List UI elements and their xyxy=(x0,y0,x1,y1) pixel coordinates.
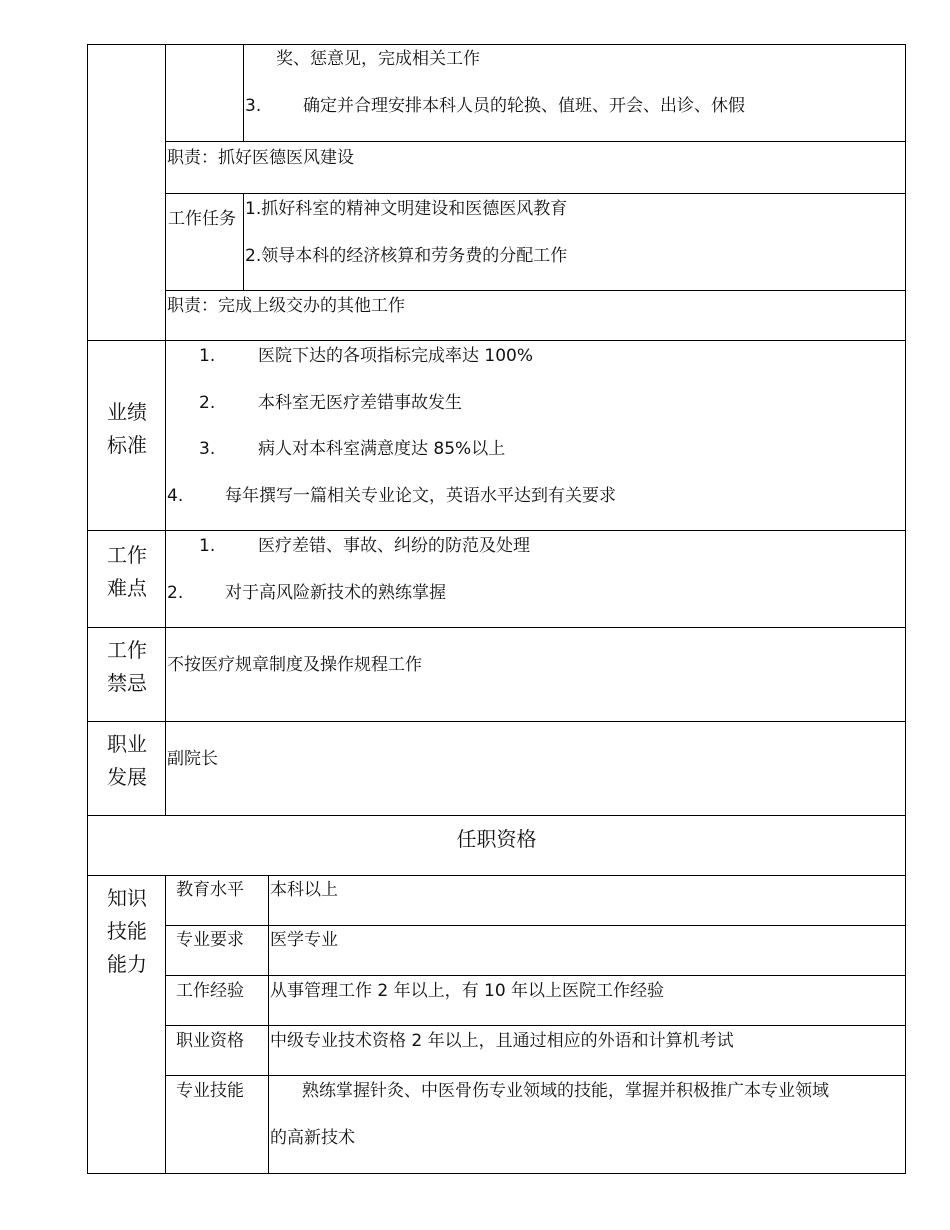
qualification-label: 知识技能能力 xyxy=(107,886,147,976)
performance-item-number: 4. xyxy=(167,486,184,506)
duty-item-text: 确定并合理安排本科人员的轮换、值班、开会、出诊、休假 xyxy=(303,96,745,116)
difficulty-label: 工作难点 xyxy=(107,543,147,600)
qualification-row-label: 教育水平 xyxy=(176,880,244,900)
taboo-text: 不按医疗规章制度及操作规程工作 xyxy=(167,655,422,675)
career-text: 副院长 xyxy=(167,749,218,769)
taboo-label: 工作禁忌 xyxy=(107,638,147,695)
qualification-row-value: 从事管理工作 2 年以上，有 10 年以上医院工作经验 xyxy=(270,981,665,1001)
task-item: 1.抓好科室的精神文明建设和医德医风教育 xyxy=(245,199,568,219)
qualification-row-value: 医学专业 xyxy=(270,930,338,950)
performance-item-text: 每年撰写一篇相关专业论文，英语水平达到有关要求 xyxy=(225,486,616,506)
difficulty-item-number: 2. xyxy=(167,583,184,603)
duty-continuation-line: 奖、惩意见，完成相关工作 xyxy=(276,49,480,69)
qualification-row-value: 熟练掌握针灸、中医骨伤专业领域的技能，掌握并积极推广本专业领域 xyxy=(302,1081,829,1101)
performance-item-text: 病人对本科室满意度达 85%以上 xyxy=(258,439,506,459)
performance-item-number: 2. xyxy=(199,393,216,413)
career-label: 职业发展 xyxy=(107,732,147,789)
qualification-row-value: 本科以上 xyxy=(270,880,338,900)
performance-item-text: 本科室无医疗差错事故发生 xyxy=(258,393,462,413)
performance-item-number: 3. xyxy=(199,439,216,459)
qualification-row-label: 工作经验 xyxy=(176,981,244,1001)
qualification-header: 任职资格 xyxy=(456,827,537,851)
difficulty-item-text: 对于高风险新技术的熟练掌握 xyxy=(225,583,446,603)
qualification-row-value: 中级专业技术资格 2 年以上，且通过相应的外语和计算机考试 xyxy=(270,1031,734,1051)
qualification-row-value: 的高新技术 xyxy=(270,1128,355,1148)
qualification-row-label: 职业资格 xyxy=(176,1031,244,1051)
duty-title: 职责：抓好医德医风建设 xyxy=(167,148,354,168)
duty-item-number: 3. xyxy=(245,96,262,116)
qualification-row-label: 专业技能 xyxy=(176,1081,244,1101)
qualification-row-label: 专业要求 xyxy=(176,930,244,950)
task-item: 2.领导本科的经济核算和劳务费的分配工作 xyxy=(245,246,568,266)
duty-title: 职责：完成上级交办的其他工作 xyxy=(167,296,405,316)
performance-item-number: 1. xyxy=(199,346,216,366)
performance-label: 业绩标准 xyxy=(107,400,147,457)
difficulty-item-number: 1. xyxy=(199,536,216,556)
difficulty-item-text: 医疗差错、事故、纠纷的防范及处理 xyxy=(258,536,530,556)
task-label: 工作任务 xyxy=(168,209,236,229)
performance-item-text: 医院下达的各项指标完成率达 100% xyxy=(258,346,534,366)
